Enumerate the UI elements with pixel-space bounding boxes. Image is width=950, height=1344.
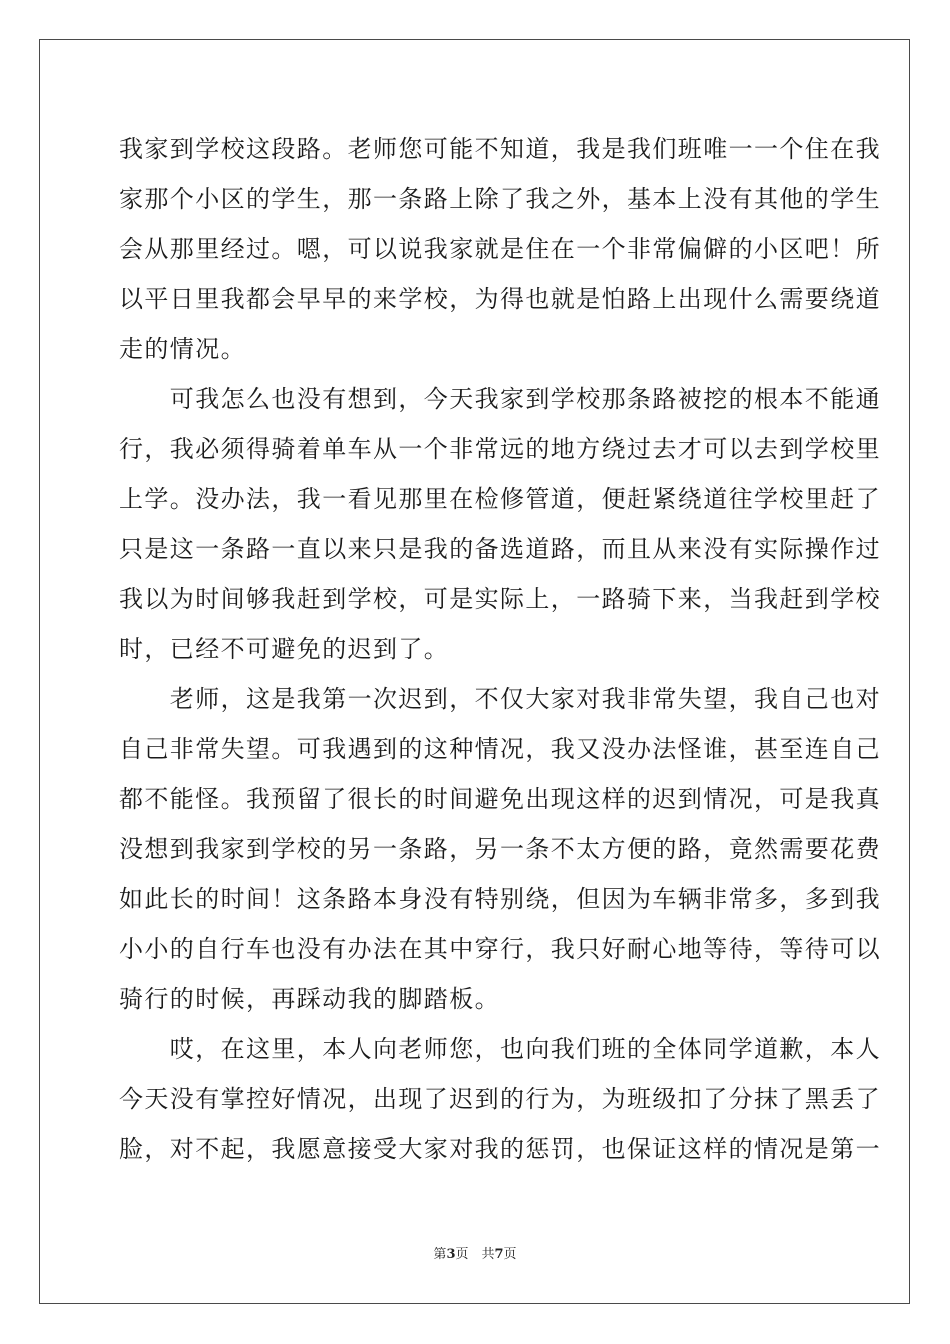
- page-prefix: 第: [433, 1247, 447, 1262]
- page-separator: 页 共: [455, 1247, 495, 1262]
- text-line: 都不能怪。我预留了很长的时间避免出现这样的迟到情况，可是我真: [119, 785, 881, 813]
- text-line: 可我怎么也没有想到，今天我家到学校那条路被挖的根本不能通: [119, 385, 881, 413]
- text-line: 骑行的时候，再踩动我的脚踏板。: [119, 985, 500, 1013]
- page-border: [39, 39, 910, 1304]
- text-line: 我以为时间够我赶到学校，可是实际上，一路骑下来，当我赶到学校: [119, 585, 881, 613]
- text-line: 脸，对不起，我愿意接受大家对我的惩罚，也保证这样的情况是第一: [119, 1135, 881, 1163]
- total-page-number: 7: [494, 1247, 504, 1262]
- page-suffix: 页: [503, 1247, 517, 1262]
- text-line: 时，已经不可避免的迟到了。: [119, 635, 450, 663]
- text-line: 上学。没办法，我一看见那里在检修管道，便赶紧绕道往学校里赶了: [119, 485, 881, 513]
- text-line: 哎，在这里，本人向老师您，也向我们班的全体同学道歉，本人: [119, 1035, 881, 1063]
- text-line: 行，我必须得骑着单车从一个非常远的地方绕过去才可以去到学校里: [119, 435, 881, 463]
- text-line: 小小的自行车也没有办法在其中穿行，我只好耐心地等待，等待可以: [119, 935, 881, 963]
- text-line: 没想到我家到学校的另一条路，另一条不太方便的路，竟然需要花费: [119, 835, 881, 863]
- text-line: 自己非常失望。可我遇到的这种情况，我又没办法怪谁，甚至连自己: [119, 735, 881, 763]
- text-line: 老师，这是我第一次迟到，不仅大家对我非常失望，我自己也对: [119, 685, 881, 713]
- text-line: 以平日里我都会早早的来学校，为得也就是怕路上出现什么需要绕道: [119, 285, 881, 313]
- text-line: 今天没有掌控好情况，出现了迟到的行为，为班级扣了分抹了黑丢了: [119, 1085, 881, 1113]
- text-line: 我家到学校这段路。老师您可能不知道，我是我们班唯一一个住在我: [119, 135, 881, 163]
- text-line: 只是这一条路一直以来只是我的备选道路，而且从来没有实际操作过: [119, 535, 881, 563]
- text-line: 会从那里经过。嗯，可以说我家就是住在一个非常偏僻的小区吧！所: [119, 235, 881, 263]
- page-number-footer: [0, 1246, 950, 1264]
- text-line: 家那个小区的学生，那一条路上除了我之外，基本上没有其他的学生: [119, 185, 881, 213]
- current-page-number: 3: [446, 1247, 456, 1262]
- text-line: 走的情况。: [119, 335, 246, 363]
- text-line: 如此长的时间！这条路本身没有特别绕，但因为车辆非常多，多到我: [119, 885, 881, 913]
